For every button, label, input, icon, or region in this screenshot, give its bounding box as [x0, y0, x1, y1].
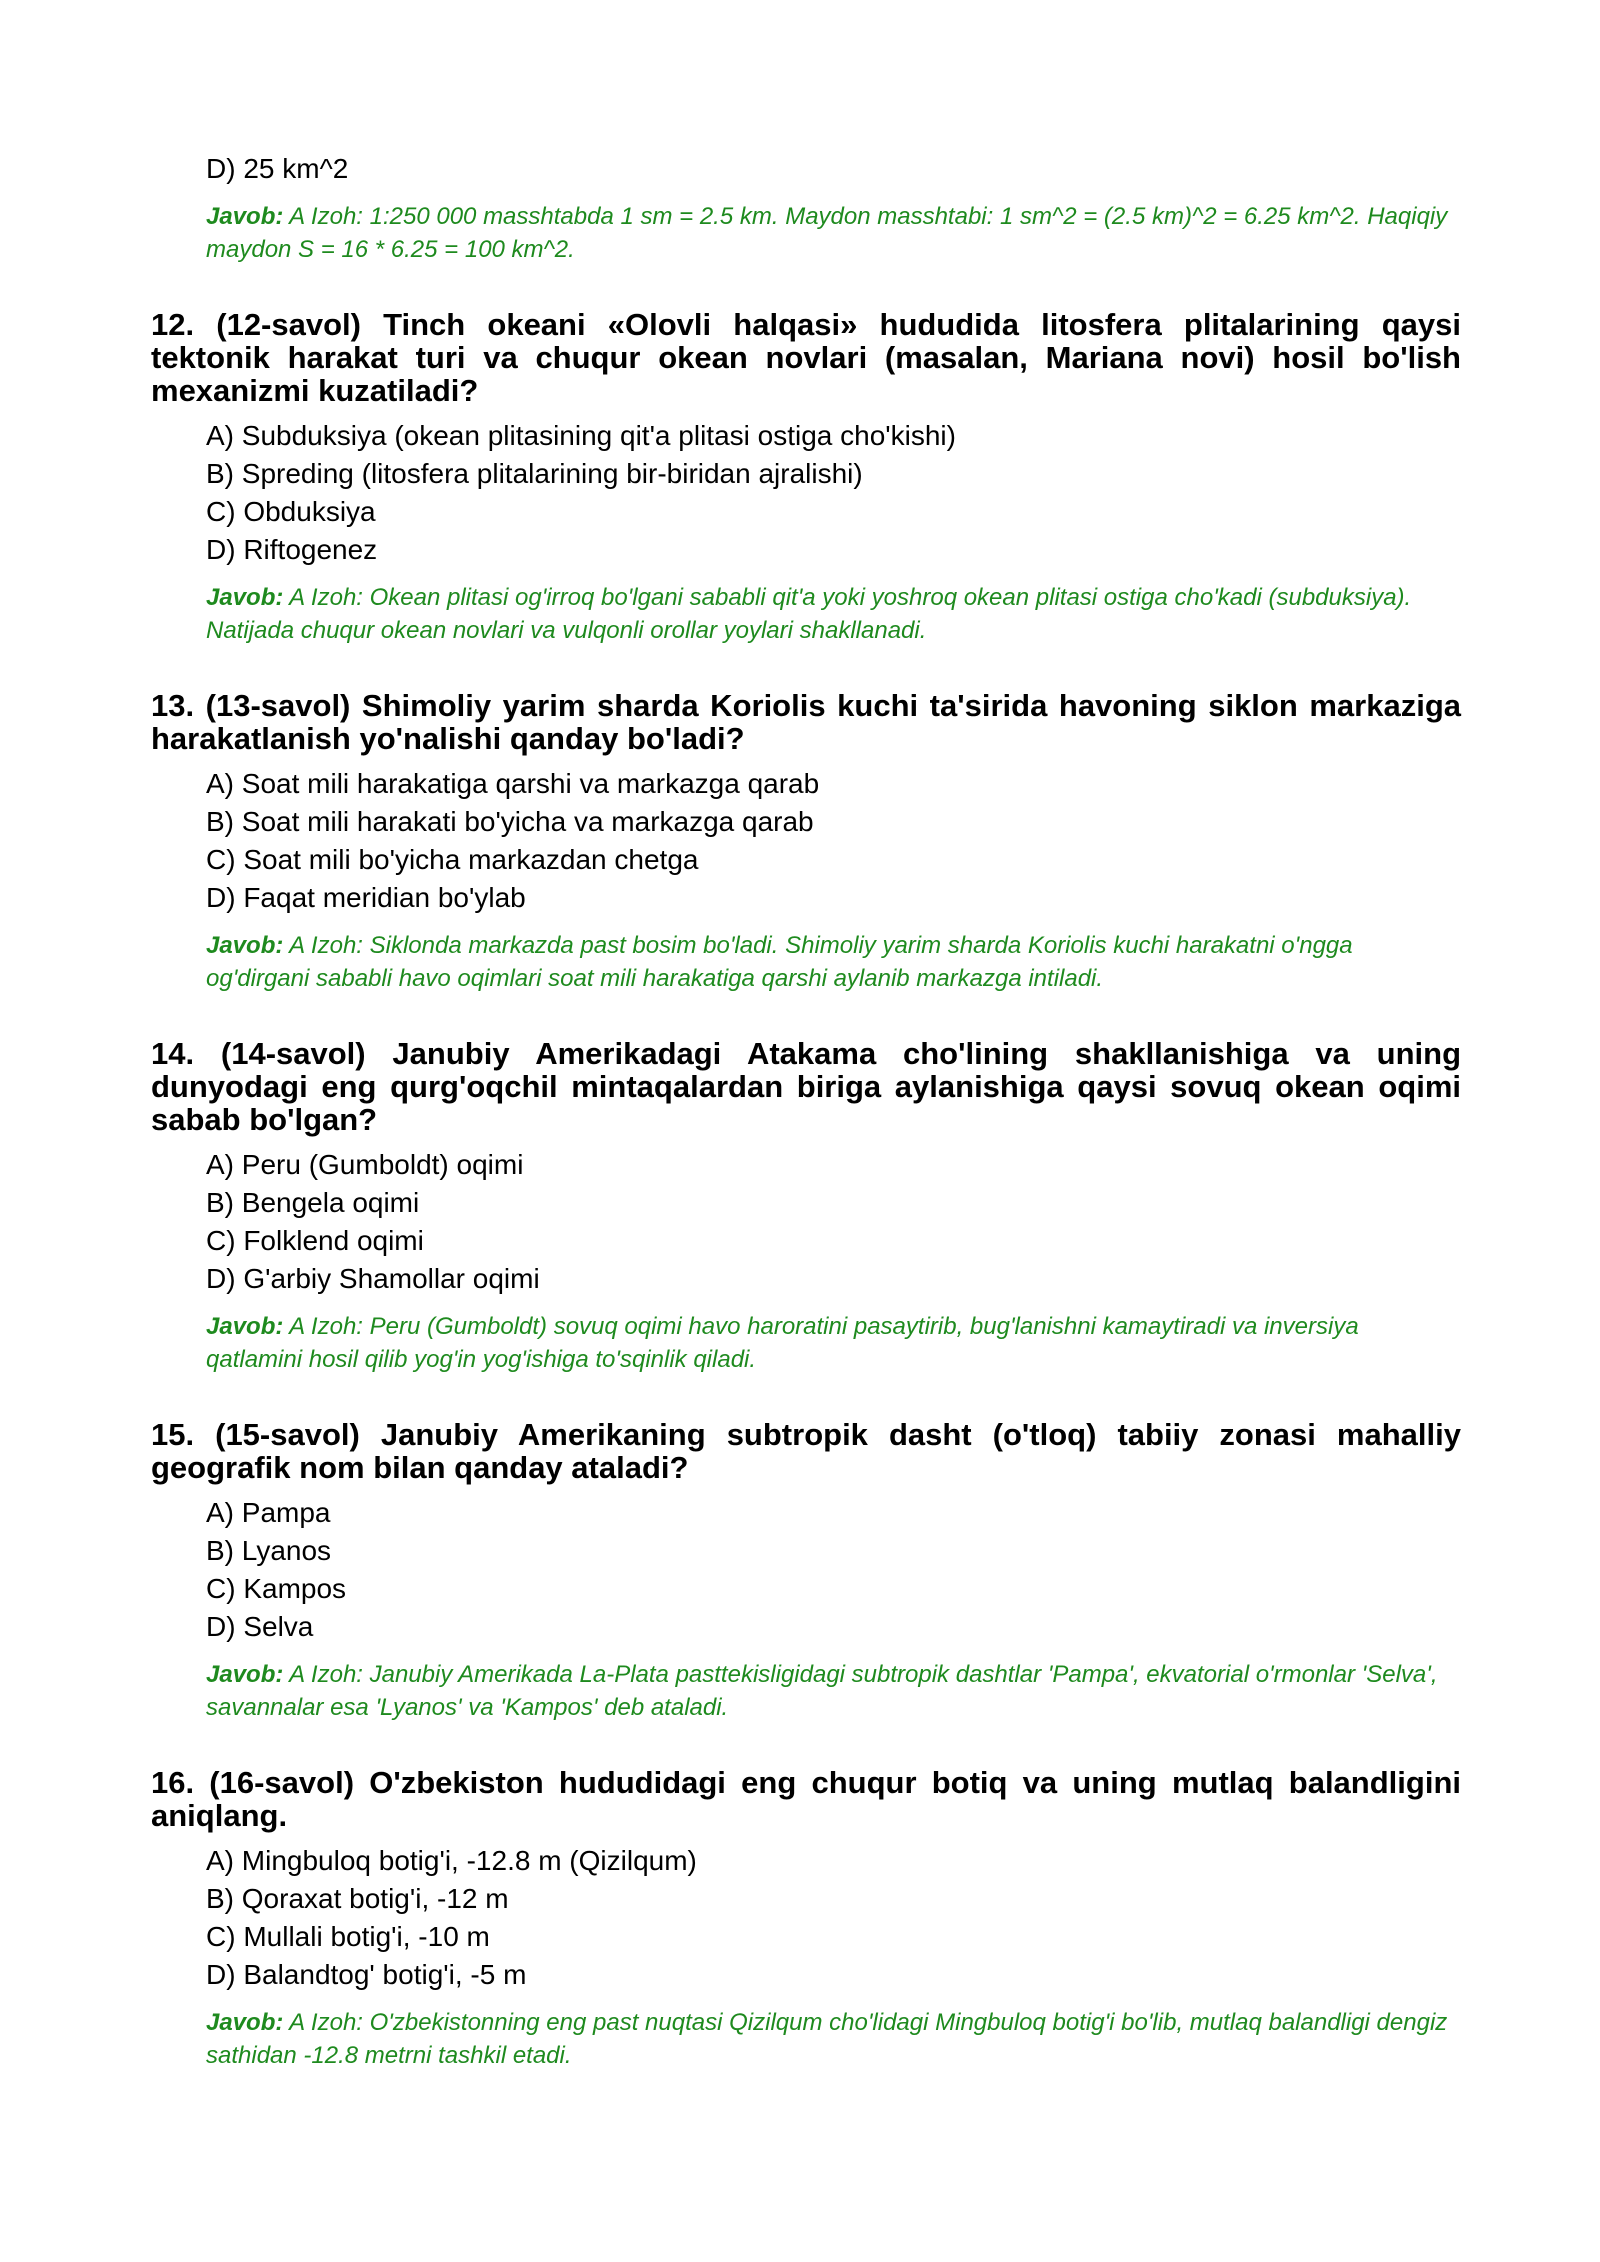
option-d: D) Riftogenez [206, 534, 378, 565]
answer-text: A Izoh: Okean plitasi og'irroq bo'lgani sababli qit'a yoki yoshroq okean plitasi ostiga cho'kadi (subduksiya). Natijada chuqur okean novlari va vulqonli orollar yoylari shakllanadi. [206, 584, 1412, 644]
answer-label: Javob: [206, 584, 284, 611]
answer-text: A Izoh: Siklonda markazda past bosim bo'ladi. Shimoliy yarim sharda Koriolis kuchi harakatni o'ngga og'dirgani sababli havo oqimlari soat mili harakatiga qarshi aylanib markazga intiladi. [206, 932, 1353, 992]
answer-label: Javob: [206, 1313, 284, 1340]
answer-explanation [206, 1658, 1461, 1724]
answer-explanation [206, 200, 1461, 266]
answer-text: A Izoh: Peru (Gumboldt) sovuq oqimi havo haroratini pasaytirib, bug'lanishni kamaytiradi va inversiya qatlamini hosil qilib yog'in yog'ishiga to'sqinlik qiladi. [206, 1313, 1359, 1373]
option-c: C) Mullali botig'i, -10 m [206, 1921, 490, 1952]
option-b: B) Bengela oqimi [206, 1187, 420, 1218]
document-page [151, 150, 1461, 2072]
option-d: D) 25 km^2 [206, 153, 349, 184]
answer-label: Javob: [206, 2009, 284, 2036]
answer-text: A Izoh: 1:250 000 masshtabda 1 sm = 2.5 km. Maydon masshtabi: 1 sm^2 = (2.5 km)^2 = 6.25 km^2. Haqiqiy maydon S = 16 * 6.25 = 100 km^2. [206, 203, 1448, 263]
option-b: B) Soat mili harakati bo'yicha va markazga qarab [206, 806, 814, 837]
option-b: B) Lyanos [206, 1535, 332, 1566]
answer-explanation [206, 1310, 1461, 1376]
answer-label: Javob: [206, 203, 284, 230]
question-title: 12. (12-savol) Tinch okeani «Olovli halqasi» hududida litosfera plitalarining qaysi tektonik harakat turi va chuqur okean novlari (masalan, Mariana novi) hosil bo'lish mexanizmi kuzatiladi? [151, 307, 1461, 408]
answer-label: Javob: [206, 932, 284, 959]
question-title: 15. (15-savol) Janubiy Amerikaning subtropik dasht (o'tloq) tabiiy zonasi mahalliy geografik nom bilan qanday ataladi? [151, 1417, 1461, 1485]
option-a: A) Pampa [206, 1497, 331, 1528]
answer-explanation [206, 581, 1461, 647]
option-d: D) Balandtog' botig'i, -5 m [206, 1959, 527, 1990]
option-d: D) G'arbiy Shamollar oqimi [206, 1263, 540, 1294]
answer-explanation [206, 929, 1461, 995]
question-title: 14. (14-savol) Janubiy Amerikadagi Atakama cho'lining shakllanishiga va uning dunyodagi eng qurg'oqchil mintaqalardan biriga aylanishiga qaysi sovuq okean oqimi sabab bo'lgan? [151, 1036, 1461, 1137]
question-block-16 [151, 1766, 1461, 2072]
option-a: A) Subduksiya (okean plitasining qit'a plitasi ostiga cho'kishi) [206, 420, 956, 451]
question-title: 13. (13-savol) Shimoliy yarim sharda Koriolis kuchi ta'sirida havoning siklon markaziga harakatlanish yo'nalishi qanday bo'ladi? [151, 688, 1461, 756]
answer-label: Javob: [206, 1661, 284, 1688]
option-a: A) Peru (Gumboldt) oqimi [206, 1149, 524, 1180]
option-d: D) Selva [206, 1611, 314, 1642]
answer-text: A Izoh: Janubiy Amerikada La-Plata pasttekisligidagi subtropik dashtlar 'Pampa', ekvatorial o'rmonlar 'Selva', savannalar esa 'Lyanos' va 'Kampos' deb ataladi. [206, 1661, 1438, 1721]
option-c: C) Folklend oqimi [206, 1225, 424, 1256]
option-c: C) Obduksiya [206, 496, 376, 527]
lead-block [151, 150, 1461, 266]
answer-text: A Izoh: O'zbekistonning eng past nuqtasi Qizilqum cho'lidagi Mingbuloq botig'i bo'lib, mutlaq balandligi dengiz sathidan -12.8 metrni tashkil etadi. [206, 2009, 1448, 2069]
option-a: A) Soat mili harakatiga qarshi va markazga qarab [206, 768, 820, 799]
question-title: 16. (16-savol) O'zbekiston hududidagi eng chuqur botiq va uning mutlaq balandligini aniqlang. [151, 1765, 1461, 1833]
option-a: A) Mingbuloq botig'i, -12.8 m (Qizilqum) [206, 1845, 697, 1876]
answer-explanation [206, 2006, 1461, 2072]
option-b: B) Spreding (litosfera plitalarining bir-biridan ajralishi) [206, 458, 863, 489]
option-b: B) Qoraxat botig'i, -12 m [206, 1883, 509, 1914]
question-block-15 [151, 1418, 1461, 1724]
option-d: D) Faqat meridian bo'ylab [206, 882, 526, 913]
question-block-12 [151, 308, 1461, 647]
question-block-13 [151, 689, 1461, 995]
option-c: C) Soat mili bo'yicha markazdan chetga [206, 844, 699, 875]
question-block-14 [151, 1037, 1461, 1376]
option-c: C) Kampos [206, 1573, 347, 1604]
